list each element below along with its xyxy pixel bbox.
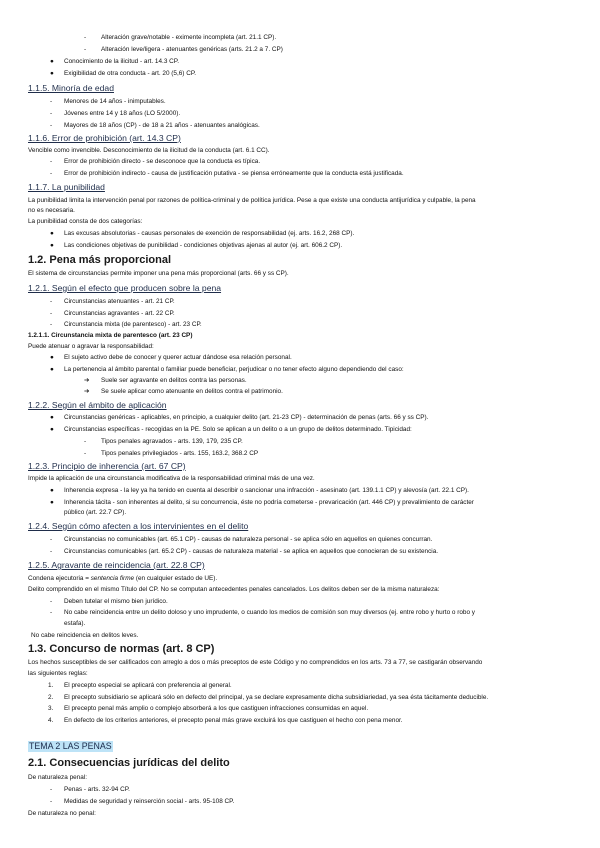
paragraph: Los hechos susceptibles de ser calificados con arreglo a dos o más preceptos de este Código y no comprendidos en los arts. 73 a 77, se castigarán observando: [28, 659, 483, 666]
section-heading: 1.2.3. Principio de inherencia (art. 67 CP): [28, 461, 186, 471]
term-note: (en cualquier estado de UE).: [134, 575, 218, 582]
dash-marker: -: [84, 46, 87, 53]
paragraph: las siguientes reglas:: [28, 670, 88, 677]
section-heading: 1.2.4. Según cómo afecten a los intervinientes en el delito: [28, 521, 249, 531]
section-heading: 1.2.5. Agravante de reincidencia (art. 22.8 CP): [28, 560, 205, 570]
section-heading: 1.2.2. Según el ámbito de aplicación: [28, 400, 167, 410]
section-heading: 1.2. Pena más proporcional: [28, 254, 172, 266]
dash-marker: -: [50, 798, 53, 805]
paragraph: Vencible como invencible. Desconocimiento de la ilicitud de la conducta (art. 6.1 CC).: [28, 147, 270, 154]
list-item: Menores de 14 años - inimputables.: [64, 98, 166, 105]
dash-marker: -: [50, 310, 53, 317]
chapter-title: TEMA 2 LAS PENAS: [29, 741, 112, 751]
list-item: Circunstancias genéricas - aplicables, en principio, a cualquier delito (art. 21-23 CP) - determinación de penas (arts. 66 y ss CP).: [64, 414, 429, 421]
bullet-marker: ●: [50, 426, 54, 433]
paragraph: Delito comprendido en el mismo Título del CP. No se computan antecedentes penales cancelados. Los delitos deben ser de la misma naturaleza:: [28, 586, 440, 593]
paragraph: No cabe reincidencia en delitos leves.: [31, 632, 139, 639]
list-item: Circunstancias agravantes - art. 22 CP.: [64, 310, 175, 317]
section-heading: 1.3. Concurso de normas (art. 8 CP): [28, 643, 215, 655]
list-item: Circunstancias específicas - recogidas en la PE. Solo se aplican a un delito o a un grupo de delitos determinado. Tipicidad:: [64, 426, 412, 433]
bullet-marker: ●: [50, 354, 54, 361]
list-item: Alteración grave/notable - eximente incompleta (art. 21.1 CP).: [101, 34, 277, 41]
list-item: Penas - arts. 32-94 CP.: [64, 786, 130, 793]
list-item-continuation: público (art. 22.7 CP).: [64, 509, 127, 516]
section-heading: 2.1. Consecuencias jurídicas del delito: [28, 757, 230, 769]
list-item: Tipos penales agravados - arts. 139, 179, 235 CP.: [101, 438, 243, 445]
bullet-marker: ●: [50, 366, 54, 373]
dash-marker: -: [50, 548, 53, 555]
number-marker: 3.: [48, 705, 54, 712]
term: Condena ejecutoria: [28, 575, 84, 582]
list-item: Inherencia tácita - son inherentes al delito, si su concurrencia, éste no podría cometerse - prevaricación (art. 446 CP) y prevalimiento de carácter: [64, 499, 474, 506]
list-item: Jóvenes entre 14 y 18 años (LO 5/2000).: [64, 110, 181, 117]
list-item: Circunstancias atenuantes - art. 21 CP.: [64, 298, 175, 305]
number-marker: 4.: [48, 717, 54, 724]
paragraph: no es necesaria.: [28, 207, 75, 214]
term-italic: sentencia firme: [90, 575, 135, 582]
list-item: Circunstancia mixta (de parentesco) - art. 23 CP.: [64, 321, 202, 328]
section-heading: 1.1.5. Minoría de edad: [28, 83, 114, 93]
list-item: Medidas de seguridad y reinserción social - arts. 95-108 CP.: [64, 798, 235, 805]
list-item: El precepto especial se aplicará con preferencia al general.: [64, 682, 232, 689]
section-heading: 1.1.6. Error de prohibición (art. 14.3 CP): [28, 133, 181, 143]
list-item: Las condiciones objetivas de punibilidad - condiciones objetivas ajenas al autor (ej. art. 606.2 CP).: [64, 242, 343, 249]
subsection-heading: 1.2.1.1. Circunstancia mixta de parentesco (art. 23 CP): [28, 332, 193, 339]
list-item: Mayores de 18 años (CP) - de 18 a 21 años - atenuantes analógicas.: [64, 122, 260, 129]
dash-marker: -: [50, 158, 53, 165]
dash-marker: -: [50, 598, 53, 605]
list-item: El sujeto activo debe de conocer y querer actuar dándose esa relación personal.: [64, 354, 292, 361]
dash-marker: -: [50, 170, 53, 177]
section-heading: 1.1.7. La punibilidad: [28, 182, 105, 192]
paragraph: La punibilidad limita la intervención penal por razones de política-criminal y de política jurídica. Pese a que existe una conducta antijurídica y culpable, la pena: [28, 197, 476, 204]
list-item: Suele ser agravante en delitos contra las personas.: [101, 377, 247, 384]
arrow-marker: ➔: [84, 377, 90, 384]
dash-marker: -: [50, 786, 53, 793]
list-item: Se suele aplicar como atenuante en delitos contra el patrimonio.: [101, 388, 283, 395]
dash-marker: -: [84, 34, 87, 41]
number-marker: 2.: [48, 694, 54, 701]
list-item: La pertenencia al ámbito parental o familiar puede beneficiar, perjudicar o no tener efecto alguno dependiendo del caso:: [64, 366, 404, 373]
paragraph: De naturaleza no penal:: [28, 810, 96, 817]
list-item: Circunstancias no comunicables (art. 65.1 CP) - causas de naturaleza personal - se aplica sólo en aquellos en quienes concurran.: [64, 536, 433, 543]
paragraph: Puede atenuar o agravar la responsabilidad:: [28, 343, 154, 350]
bullet-marker: ●: [50, 230, 54, 237]
list-item-continuation: estafa).: [64, 620, 86, 627]
list-item: En defecto de los criterios anteriores, el precepto penal más grave excluirá los que castiguen el hecho con pena menor.: [64, 717, 403, 724]
bullet-marker: ●: [50, 70, 54, 77]
bullet-marker: ●: [50, 499, 54, 506]
dash-marker: -: [50, 98, 53, 105]
dash-marker: -: [50, 110, 53, 117]
list-item: El precepto penal más amplio o complejo absorberá a los que castiguen infracciones consumidas en aquel.: [64, 705, 369, 712]
list-item: Circunstancias comunicables (art. 65.2 CP) - causas de naturaleza material - se aplica en aquellos que conocieran de su existencia.: [64, 548, 439, 555]
list-item: Deben tutelar el mismo bien jurídico.: [64, 598, 168, 605]
arrow-marker: ➔: [84, 388, 90, 395]
list-item: El precepto subsidiario se aplicará sólo en defecto del principal, ya se declare expresamente dicha subsidiariedad, ya sea ésta tácitamente deducible.: [64, 694, 489, 701]
list-item: Error de prohibición directo - se desconoce que la conducta es típica.: [64, 158, 261, 165]
paragraph: [28, 575, 217, 583]
section-heading: 1.2.1. Según el efecto que producen sobre la pena: [28, 283, 222, 293]
dash-marker: -: [84, 438, 87, 445]
list-item: Conocimiento de la ilicitud - art. 14.3 CP.: [64, 58, 179, 65]
dash-marker: -: [50, 609, 53, 616]
dash-marker: -: [84, 450, 87, 457]
dash-marker: -: [50, 298, 53, 305]
paragraph: Impide la aplicación de una circunstancia modificativa de la responsabilidad criminal más de una vez.: [28, 475, 315, 482]
paragraph: El sistema de circunstancias permite imponer una pena más proporcional (arts. 66 y ss CP).: [28, 270, 289, 277]
list-item: Alteración leve/ligera - atenuantes genéricas (arts. 21.2 a 7. CP): [101, 46, 283, 53]
bullet-marker: ●: [50, 414, 54, 421]
dash-marker: -: [50, 536, 53, 543]
bullet-marker: ●: [50, 487, 54, 494]
list-item: Exigibilidad de otra conducta - art. 20 (5,6) CP.: [64, 70, 197, 77]
bullet-marker: ●: [50, 242, 54, 249]
bullet-marker: ●: [50, 58, 54, 65]
list-item: Inherencia expresa - la ley ya ha tenido en cuenta al describir o sancionar una infracción - asesinato (art. 139.1.1 CP) y alevosía (art. 22.1 CP).: [64, 487, 469, 494]
dash-marker: -: [50, 122, 53, 129]
list-item: Error de prohibición indirecto - causa de justificación putativa - se piensa erróneamente que la conducta está justificada.: [64, 170, 404, 177]
paragraph: La punibilidad consta de dos categorías:: [28, 218, 143, 225]
number-marker: 1.: [48, 682, 54, 689]
list-item: Tipos penales privilegiados - arts. 155, 163.2, 368.2 CP: [101, 450, 259, 457]
list-item: Las excusas absolutorias - causas personales de exención de responsabilidad (ej. arts. 16.2, 268 CP).: [64, 230, 355, 237]
list-item: No cabe reincidencia entre un delito doloso y uno imprudente, o cuando los medios de comisión son muy diversos (ej. entre robo y hurto o robo y: [64, 609, 476, 616]
paragraph: De naturaleza penal:: [28, 774, 87, 781]
equals-sign: =: [83, 575, 91, 582]
dash-marker: -: [50, 321, 53, 328]
